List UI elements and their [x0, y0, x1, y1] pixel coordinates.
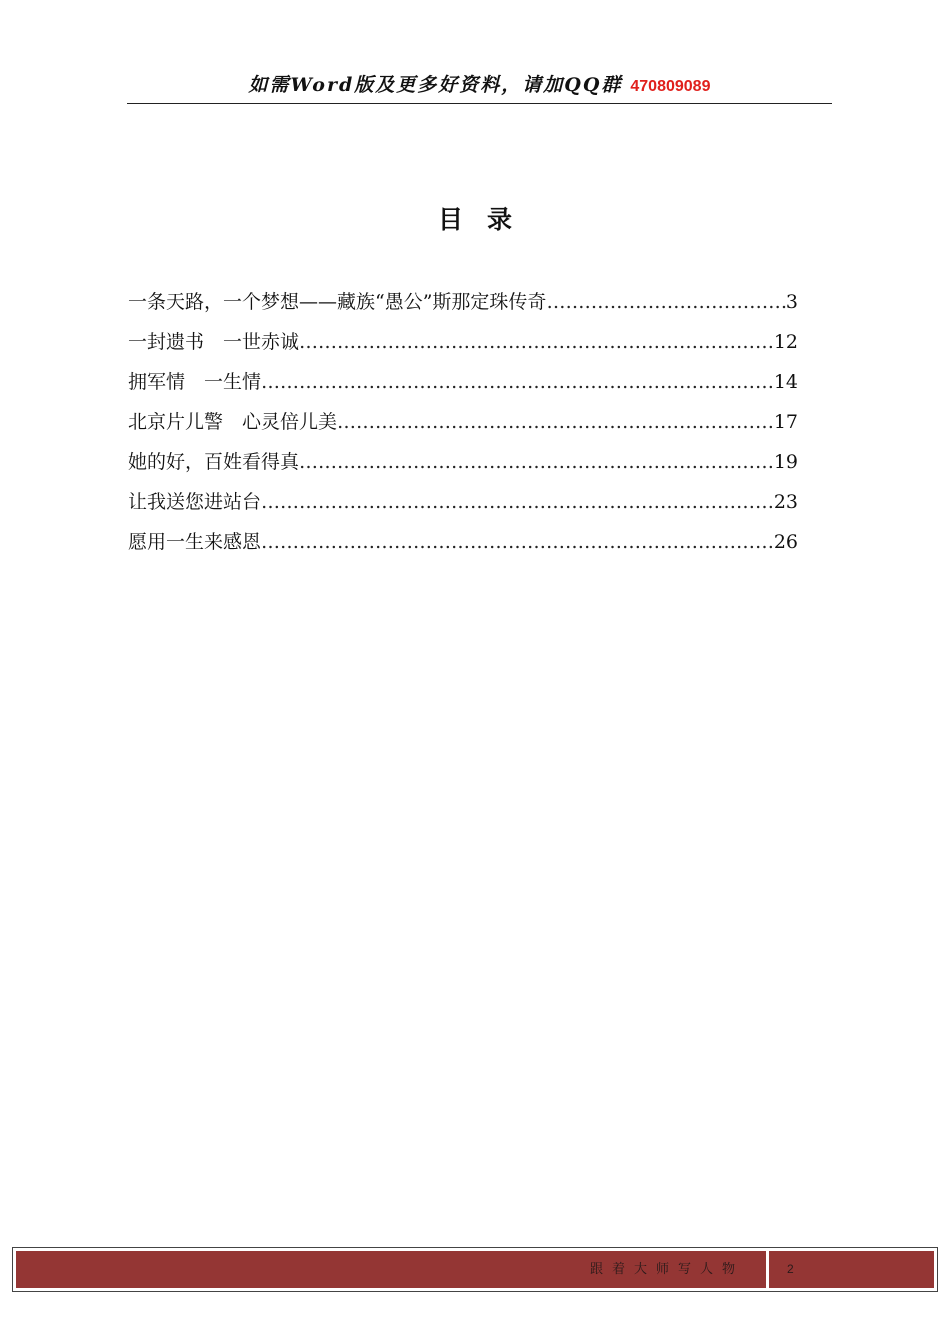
- footer-caption: 跟着大师写人物: [589, 1262, 744, 1277]
- toc-page-number: 26: [773, 531, 798, 553]
- toc-page-number: 23: [773, 491, 798, 513]
- header-qq-number: 470809089: [630, 78, 711, 95]
- toc-entry[interactable]: [128, 442, 798, 482]
- header-text: 如需Word版及更多好资料，请加QQ群: [248, 74, 623, 96]
- table-of-contents: [128, 282, 798, 562]
- toc-entry[interactable]: [128, 282, 798, 322]
- toc-page-number: 3: [785, 291, 798, 313]
- toc-entry[interactable]: [128, 522, 798, 562]
- toc-dot-leader: [261, 362, 774, 402]
- toc-entry-title: 让我送您进站台: [128, 491, 262, 513]
- toc-entry-title: 一封遗书 一世赤诚: [128, 331, 300, 353]
- page-footer: [12, 1247, 938, 1292]
- page-header: [127, 66, 832, 104]
- toc-dot-leader: [261, 522, 774, 562]
- footer-band: [16, 1251, 934, 1288]
- toc-entry-title: 拥军情 一生情: [128, 371, 262, 393]
- toc-dot-leader: [299, 322, 774, 362]
- toc-dot-leader: [261, 482, 774, 522]
- footer-page-box: [769, 1251, 934, 1288]
- toc-page-number: 19: [773, 451, 798, 473]
- toc-entry-title: 北京片儿警 心灵倍儿美: [128, 411, 338, 433]
- toc-entry-title: 愿用一生来感恩: [128, 531, 262, 553]
- toc-entry-title: 一条天路，一个梦想——藏族“愚公”斯那定珠传奇: [128, 291, 547, 313]
- toc-dot-leader: [299, 442, 774, 482]
- toc-page-number: 14: [773, 371, 798, 393]
- footer-caption-area: [16, 1251, 766, 1288]
- toc-entry-title: 她的好，百姓看得真: [128, 451, 300, 473]
- toc-page-number: 17: [773, 411, 798, 433]
- footer-page-number: 2: [787, 1262, 794, 1276]
- toc-entry[interactable]: [128, 362, 798, 402]
- toc-entry[interactable]: [128, 322, 798, 362]
- toc-page-number: 12: [773, 331, 798, 353]
- toc-title: 目录: [437, 205, 536, 234]
- toc-dot-leader: [337, 402, 774, 442]
- toc-entry[interactable]: [128, 402, 798, 442]
- toc-dot-leader: [546, 282, 785, 322]
- toc-entry[interactable]: [128, 482, 798, 522]
